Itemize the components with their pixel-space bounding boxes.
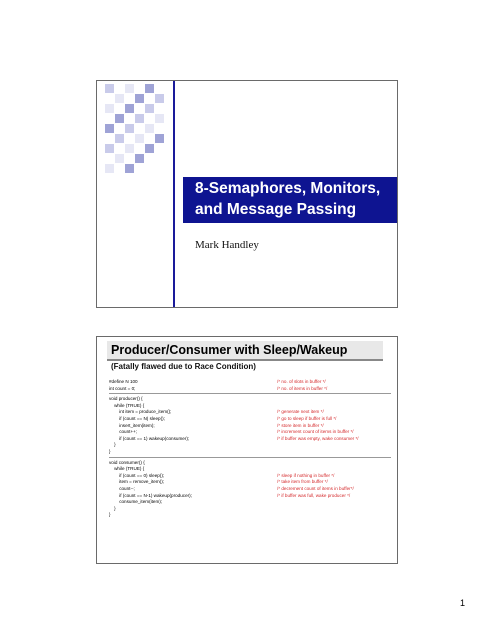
heading-underline <box>107 359 383 361</box>
code-line: if (count == N) sleep(); <box>109 416 165 421</box>
code-comment: /* take item from buffer */ <box>277 479 328 485</box>
code-line: if (count == N-1) wakeup(producer); <box>109 492 192 498</box>
checker-cell <box>155 94 164 103</box>
slide-divider-line <box>173 81 175 307</box>
checker-cell <box>115 154 124 163</box>
checker-cell <box>105 144 114 153</box>
checker-cell <box>145 84 154 93</box>
code-comment: /* if buffer was full, wake producer */ <box>277 492 351 498</box>
checker-cell <box>125 104 134 113</box>
code-line: int item = produce_item(); <box>109 409 172 415</box>
decorative-checker-pattern <box>105 84 169 172</box>
checker-cell <box>125 124 134 133</box>
slide-title: 8-Semaphores, Monitors, and Message Passing <box>195 180 381 218</box>
checker-cell <box>125 144 134 153</box>
code-line: } <box>109 512 111 518</box>
checker-cell <box>125 164 134 173</box>
code-comment: /* decrement count of items in buffer*/ <box>277 486 354 491</box>
code-comment: /* no. of items in buffer */ <box>277 385 328 391</box>
checker-cell <box>145 104 154 113</box>
checker-cell <box>145 124 154 133</box>
code-line: insert_item(item); <box>109 422 155 428</box>
code-comment: /* sleep if nothing in buffer */ <box>277 472 335 478</box>
code-comment: /* no. of slots in buffer */ <box>277 379 326 384</box>
code-comment: /* if buffer was empty, wake consumer */ <box>277 435 359 441</box>
checker-cell <box>135 134 144 143</box>
code-comment: /* store item in buffer */ <box>277 422 324 428</box>
code-line: consume_item(item); <box>109 499 163 505</box>
code-line: } <box>109 449 111 454</box>
code-line: } <box>109 442 116 448</box>
code-line: } <box>109 505 116 511</box>
code-line: item = remove_item(); <box>109 479 165 485</box>
checker-cell <box>105 124 114 133</box>
code-line: if (count == 1) wakeup(consumer); <box>109 435 190 441</box>
slide-1 <box>96 80 398 308</box>
checker-cell <box>115 134 124 143</box>
author-name: Mark Handley <box>195 239 259 251</box>
page-number: 1 <box>459 598 465 608</box>
checker-cell <box>105 164 114 173</box>
code-line: int count = 0; <box>109 385 136 391</box>
checker-cell <box>115 114 124 123</box>
slide-heading: Producer/Consumer with Sleep/Wakeup <box>107 341 383 359</box>
code-comment: /* go to sleep if buffer is full */ <box>277 416 337 421</box>
code-line: #define N 100 <box>109 379 138 384</box>
code-divider <box>109 457 391 458</box>
code-line: while (TRUE) { <box>109 466 145 472</box>
checker-cell <box>155 114 164 123</box>
code-line: if (count == 0) sleep(); <box>109 472 165 478</box>
checker-cell <box>115 94 124 103</box>
checker-cell <box>105 84 114 93</box>
checker-cell <box>135 114 144 123</box>
code-divider <box>109 393 391 394</box>
slide-2 <box>96 336 398 564</box>
code-line: void producer() { <box>109 396 143 402</box>
code-comment: /* generate next item */ <box>277 409 324 415</box>
code-line: count--; <box>109 486 135 491</box>
checker-cell <box>125 84 134 93</box>
checker-cell <box>155 134 164 143</box>
checker-cell <box>135 154 144 163</box>
checker-cell <box>105 104 114 113</box>
code-line: while (TRUE) { <box>109 402 145 408</box>
code-line: void consumer() { <box>109 459 145 465</box>
checker-cell <box>135 94 144 103</box>
code-line: count++; <box>109 429 138 435</box>
slide-subheading: (Fatally flawed due to Race Condition) <box>111 362 256 371</box>
checker-cell <box>145 144 154 153</box>
code-comment: /* increment count of items in buffer */ <box>277 429 354 435</box>
